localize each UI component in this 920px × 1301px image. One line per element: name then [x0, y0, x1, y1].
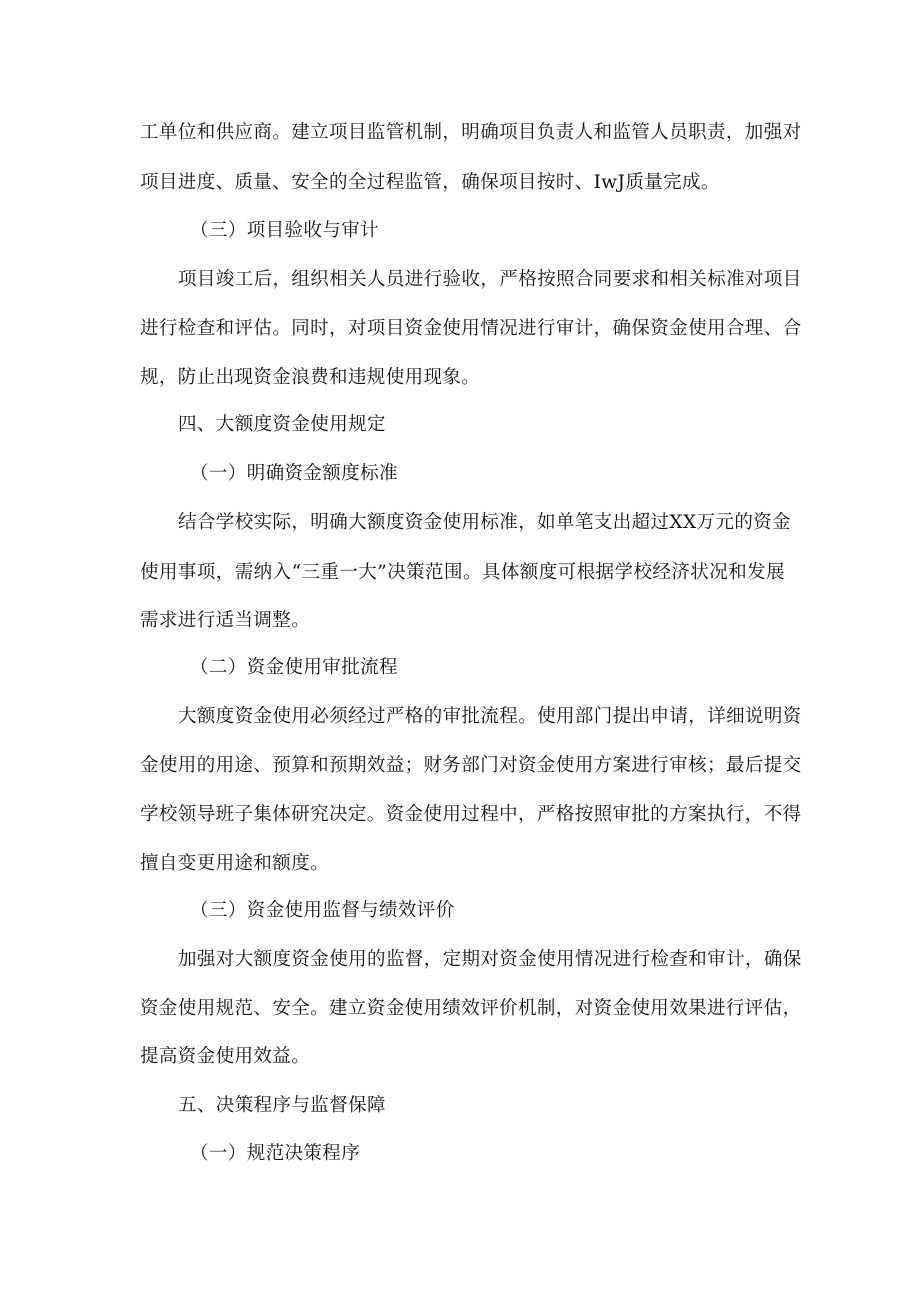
paragraph-line: 大额度资金使用必须经过严格的审批流程。使用部门提出申请，详细说明资: [178, 706, 802, 727]
paragraph-line: 加强对大额度资金使用的监督，定期对资金使用情况进行检查和审计，确保: [178, 949, 802, 970]
paragraph-line: 提高资金使用效益。: [140, 1046, 311, 1067]
paragraph-line: 需求进行适当调整。: [140, 610, 311, 631]
section-heading: （三）资金使用监督与绩效评价: [190, 900, 455, 921]
paragraph-line: 金使用的用途、预算和预期效益；财务部门对资金使用方案进行审核；最后提交: [140, 755, 802, 776]
paragraph-line: 工单位和供应商。建立项目监管机制，明确项目负责人和监管人员职责，加强对: [140, 122, 802, 143]
paragraph-line: 规，防止出现资金浪费和违规使用现象。: [140, 367, 481, 388]
paragraph-line: 项目进度、质量、安全的全过程监管，确保项目按时、IwJ质量完成。: [140, 172, 720, 193]
paragraph-line: 资金使用规范、安全。建立资金使用绩效评价机制，对资金使用效果进行评估，: [140, 998, 802, 1019]
paragraph-line: 擅自变更用途和额度。: [140, 853, 330, 874]
paragraph-line: 项目竣工后，组织相关人员进行验收，严格按照合同要求和相关标准对项目: [178, 269, 802, 290]
chapter-heading: 四、大额度资金使用规定: [178, 414, 386, 435]
chapter-heading: 五、决策程序与监督保障: [178, 1095, 386, 1116]
paragraph-line: 结合学校实际，明确大额度资金使用标准，如单笔支出超过XX万元的资金: [178, 512, 792, 533]
section-heading: （三）项目验收与审计: [190, 220, 380, 241]
paragraph-line: 使用事项，需纳入“三重一大”决策范围。具体额度可根据学校经济状况和发展: [140, 562, 785, 583]
paragraph-line: 学校领导班子集体研究决定。资金使用过程中，严格按照审批的方案执行，不得: [140, 804, 802, 825]
paragraph-line: 进行检查和评估。同时，对项目资金使用情况进行审计，确保资金使用合理、合: [140, 318, 802, 339]
section-heading: （一）明确资金额度标准: [190, 463, 398, 484]
section-heading: （一）规范决策程序: [190, 1143, 361, 1164]
section-heading: （二）资金使用审批流程: [190, 657, 398, 678]
